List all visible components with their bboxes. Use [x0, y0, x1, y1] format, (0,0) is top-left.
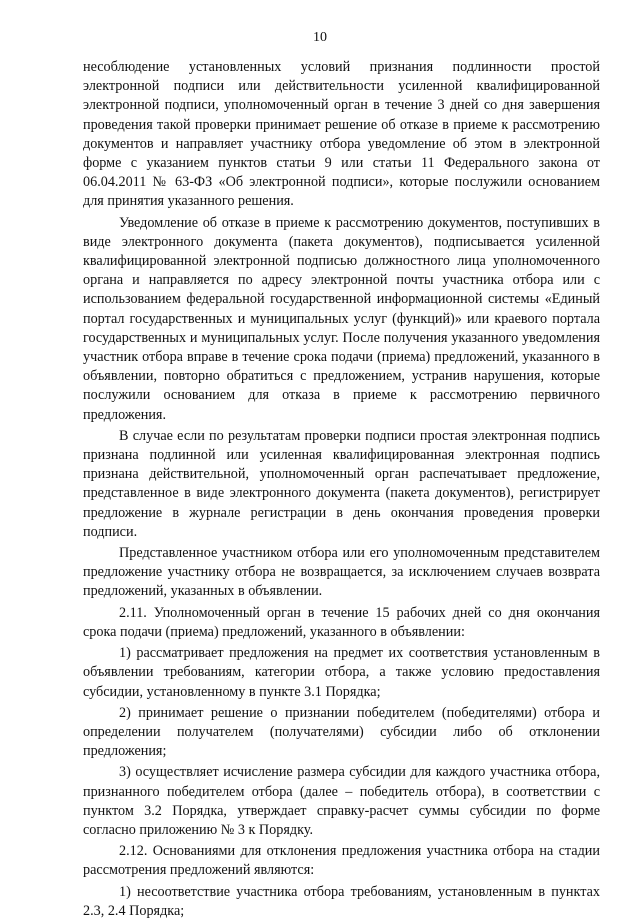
document-body: [83, 58, 600, 923]
paragraph-3: В случае если по результатам проверки подписи простая электронная подпись признана подлинной или усиленная квалифицированная электронная подпись признана действительной, уполномоченный орган распечатывает предложение, представленное в виде электронного документа (пакета документов), регистрирует предложение в журнале регистрации в день окончания проведения проверки подписи.: [83, 427, 600, 540]
paragraph-9: 2.12. Основаниями для отклонения предложения участника отбора на стадии рассмотрения предложений являются:: [83, 843, 600, 879]
paragraph-5: 2.11. Уполномоченный орган в течение 15 рабочих дней со дня окончания срока подачи (приема) предложений, указанного в объявлении:: [83, 604, 600, 640]
paragraph-2: Уведомление об отказе в приеме к рассмотрению документов, поступивших в виде электронного документа (пакета документов), подписывается усиленной квалифицированной электронной подписью должностного лица уполномоченного органа и направляется по адресу электронной почты участника отбора или с использованием федеральной государственной информационной системы «Единый портал государственных и муниципальных услуг (функций)» или краевого портала государственных и муниципальных услуг. После получения указанного уведомления участник отбора вправе в течение срока подачи (приема) предложений, указанного в объявлении, повторно обратиться с предложением, устранив нарушения, которые послужили основанием для отказа в приеме к рассмотрению первичного предложения.: [83, 214, 600, 423]
paragraph-8: 3) осуществляет исчисление размера субсидии для каждого участника отбора, признанного победителем отбора (далее – победитель отбора), в соответствии с пунктом 3.2 Порядка, утверждает справку-расчет суммы субсидии по форме согласно приложению № 3 к Порядку.: [83, 764, 600, 838]
page-number: 10: [313, 30, 327, 45]
paragraph-6: 1) рассматривает предложения на предмет их соответствия установленным в объявлении требованиям, категории отбора, а также условию предоставления субсидии, установленному в пункте 3.1 Порядка;: [83, 645, 600, 700]
paragraph-4: Представленное участником отбора или его уполномоченным представителем предложение участнику отбора не возвращается, за исключением случаев возврата предложений, указанных в объявлении.: [83, 545, 600, 600]
paragraph-7: 2) принимает решение о признании победителем (победителями) отбора и определении получателем (получателями) субсидии либо об отклонении предложения;: [83, 704, 600, 760]
paragraph-1: несоблюдение установленных условий признания подлинности простой электронной подписи или действительности усиленной квалифицированной электронной подписи, уполномоченный орган в течение 3 дней со дня завершения проведения такой проверки принимает решение об отказе в приеме к рассмотрению документов и направляет участнику отбора уведомление об этом в электронной форме с указанием пунктов статьи 9 или статьи 11 Федерального закона от 06.04.2011 № 63-ФЗ «Об электронной подписи», которые послужили основанием для принятия указанного решения.: [83, 59, 600, 210]
paragraph-10: 1) несоответствие участника отбора требованиям, установленным в пунктах 2.3, 2.4 Порядка;: [83, 883, 600, 919]
